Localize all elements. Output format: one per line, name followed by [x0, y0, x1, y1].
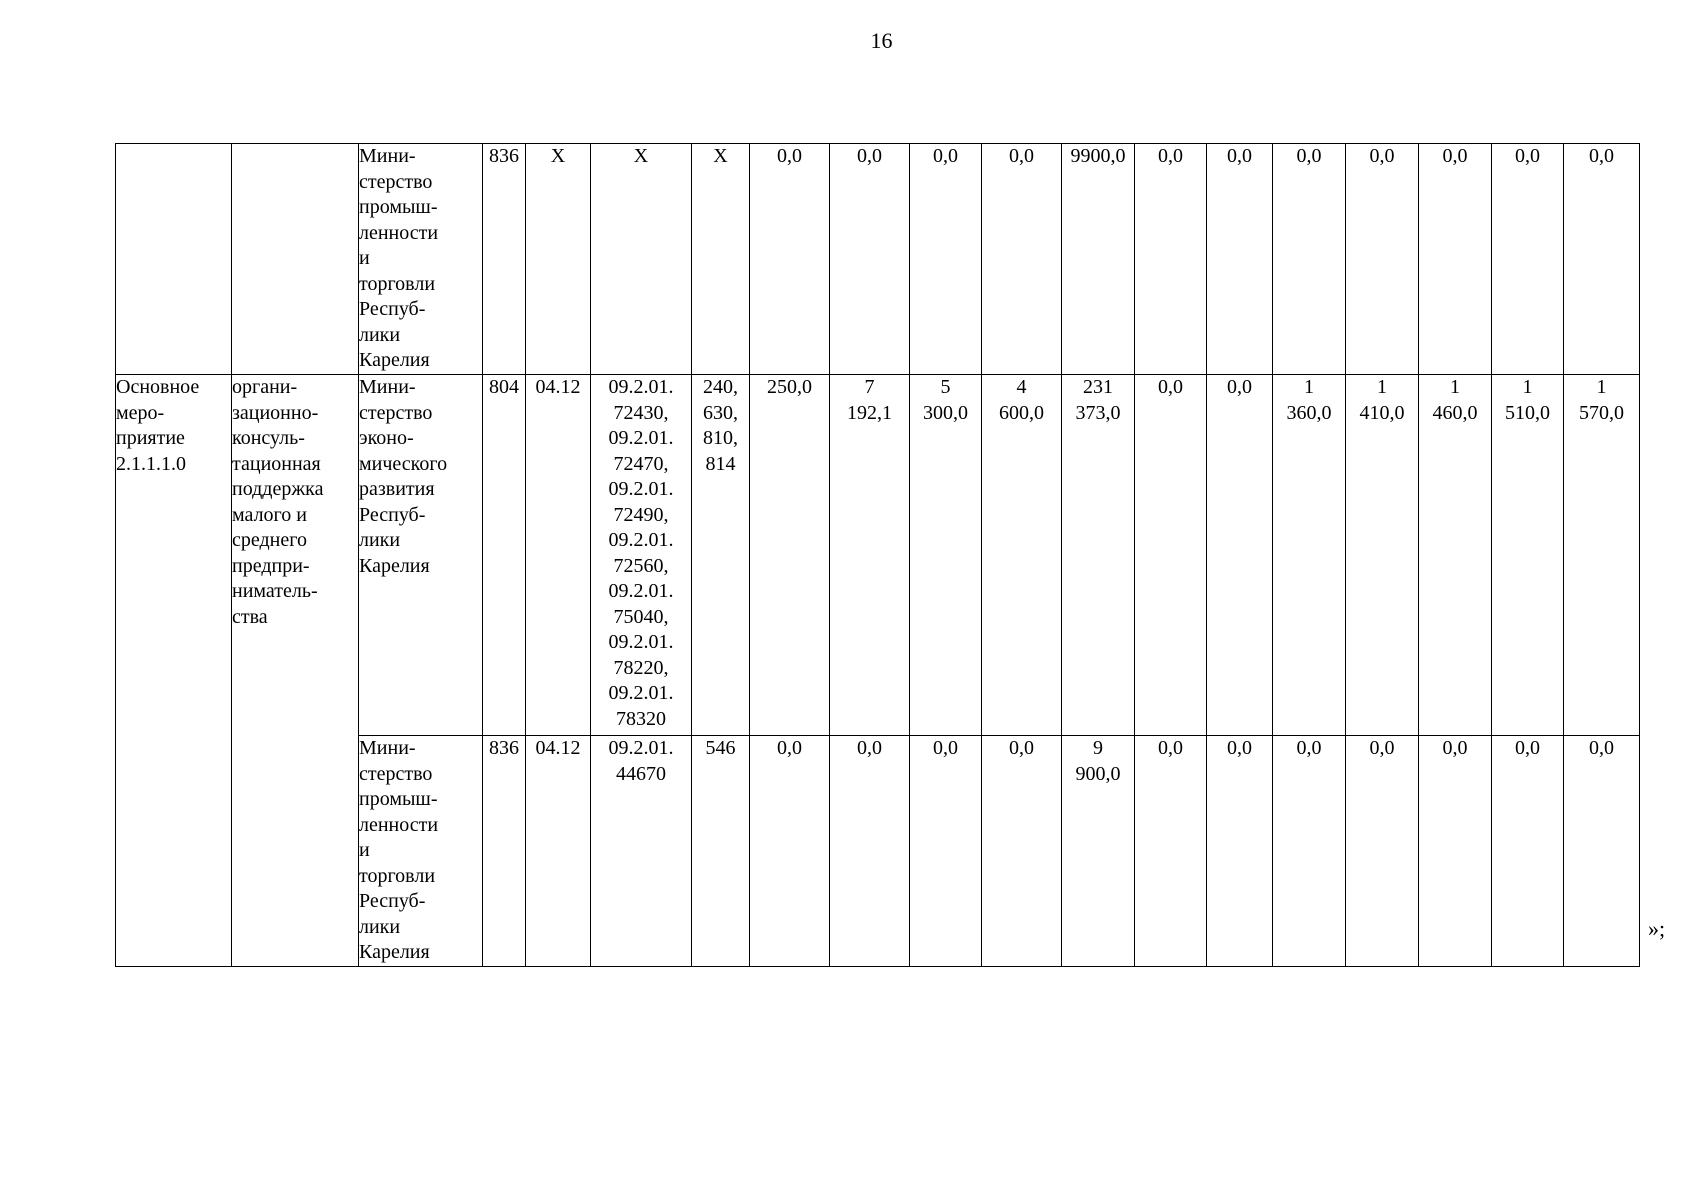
value-cell: 0,0: [830, 736, 910, 967]
value-cell: 250,0: [750, 375, 830, 736]
value-cell: 0,0: [910, 144, 982, 375]
value-cell: 0,0: [1273, 144, 1346, 375]
measure-cell: Основное меро- приятие 2.1.1.1.0: [116, 375, 232, 967]
measure-description-cell: органи- зационно- консуль- тационная поддержка малого и среднего предпри- ниматель- ства: [232, 375, 359, 967]
value-cell: 9 900,0: [1062, 736, 1135, 967]
value-cell: 0,0: [750, 144, 830, 375]
rzpr-code-cell: Х: [526, 144, 591, 375]
value-cell: 0,0: [1273, 736, 1346, 967]
responsible-organization-cell: Мини- стерство промыш- ленности и торговли Респуб- лики Карелия: [359, 736, 483, 967]
value-cell: 0,0: [1207, 736, 1273, 967]
value-cell: 0,0: [1564, 144, 1640, 375]
value-cell: 0,0: [1346, 736, 1419, 967]
responsible-organization-cell: Мини- стерство промыш- ленности и торговли Респуб- лики Карелия: [359, 144, 483, 375]
value-cell: 0,0: [830, 144, 910, 375]
value-cell: 0,0: [1419, 736, 1492, 967]
grbs-code-cell: 804: [483, 375, 526, 736]
value-cell: 0,0: [1135, 144, 1207, 375]
responsible-organization-cell: Мини- стерство эконо- мического развития Респуб- лики Карелия: [359, 375, 483, 736]
vr-code-cell: 240, 630, 810, 814: [692, 375, 750, 736]
rzpr-code-cell: 04.12: [526, 736, 591, 967]
value-cell: 0,0: [1135, 375, 1207, 736]
value-cell: 0,0: [1492, 736, 1564, 967]
rzpr-code-cell: 04.12: [526, 375, 591, 736]
value-cell: 0,0: [910, 736, 982, 967]
csr-code-cell: 09.2.01. 44670: [591, 736, 692, 967]
value-cell: 0,0: [982, 736, 1062, 967]
value-cell: 0,0: [1492, 144, 1564, 375]
csr-code-cell: Х: [591, 144, 692, 375]
vr-code-cell: 546: [692, 736, 750, 967]
page-number: 16: [870, 28, 893, 53]
measure-description-cell: [232, 144, 359, 375]
value-cell: 0,0: [1419, 144, 1492, 375]
value-cell: 1 510,0: [1492, 375, 1564, 736]
value-cell: 5 300,0: [910, 375, 982, 736]
table-row: [116, 375, 1640, 736]
value-cell: 231 373,0: [1062, 375, 1135, 736]
value-cell: 1 360,0: [1273, 375, 1346, 736]
value-cell: 7 192,1: [830, 375, 910, 736]
value-cell: 0,0: [1346, 144, 1419, 375]
vr-code-cell: Х: [692, 144, 750, 375]
value-cell: 0,0: [1207, 144, 1273, 375]
value-cell: 1 460,0: [1419, 375, 1492, 736]
value-cell: 0,0: [982, 144, 1062, 375]
grbs-code-cell: 836: [483, 144, 526, 375]
value-cell: 1 570,0: [1564, 375, 1640, 736]
value-cell: 0,0: [1564, 736, 1640, 967]
grbs-code-cell: 836: [483, 736, 526, 967]
value-cell: 0,0: [1207, 375, 1273, 736]
value-cell: 9900,0: [1062, 144, 1135, 375]
table-row: [116, 144, 1640, 375]
budget-table: [115, 143, 1640, 967]
value-cell: 0,0: [750, 736, 830, 967]
csr-code-cell: 09.2.01. 72430, 09.2.01. 72470, 09.2.01. 72490, 09.2.01. 72560, 09.2.01. 75040, 09.2.01. 78220, 09.2.01. 78320: [591, 375, 692, 736]
value-cell: 4 600,0: [982, 375, 1062, 736]
measure-cell: [116, 144, 232, 375]
closing-quote-mark: »;: [1648, 916, 1666, 941]
value-cell: 0,0: [1135, 736, 1207, 967]
value-cell: 1 410,0: [1346, 375, 1419, 736]
